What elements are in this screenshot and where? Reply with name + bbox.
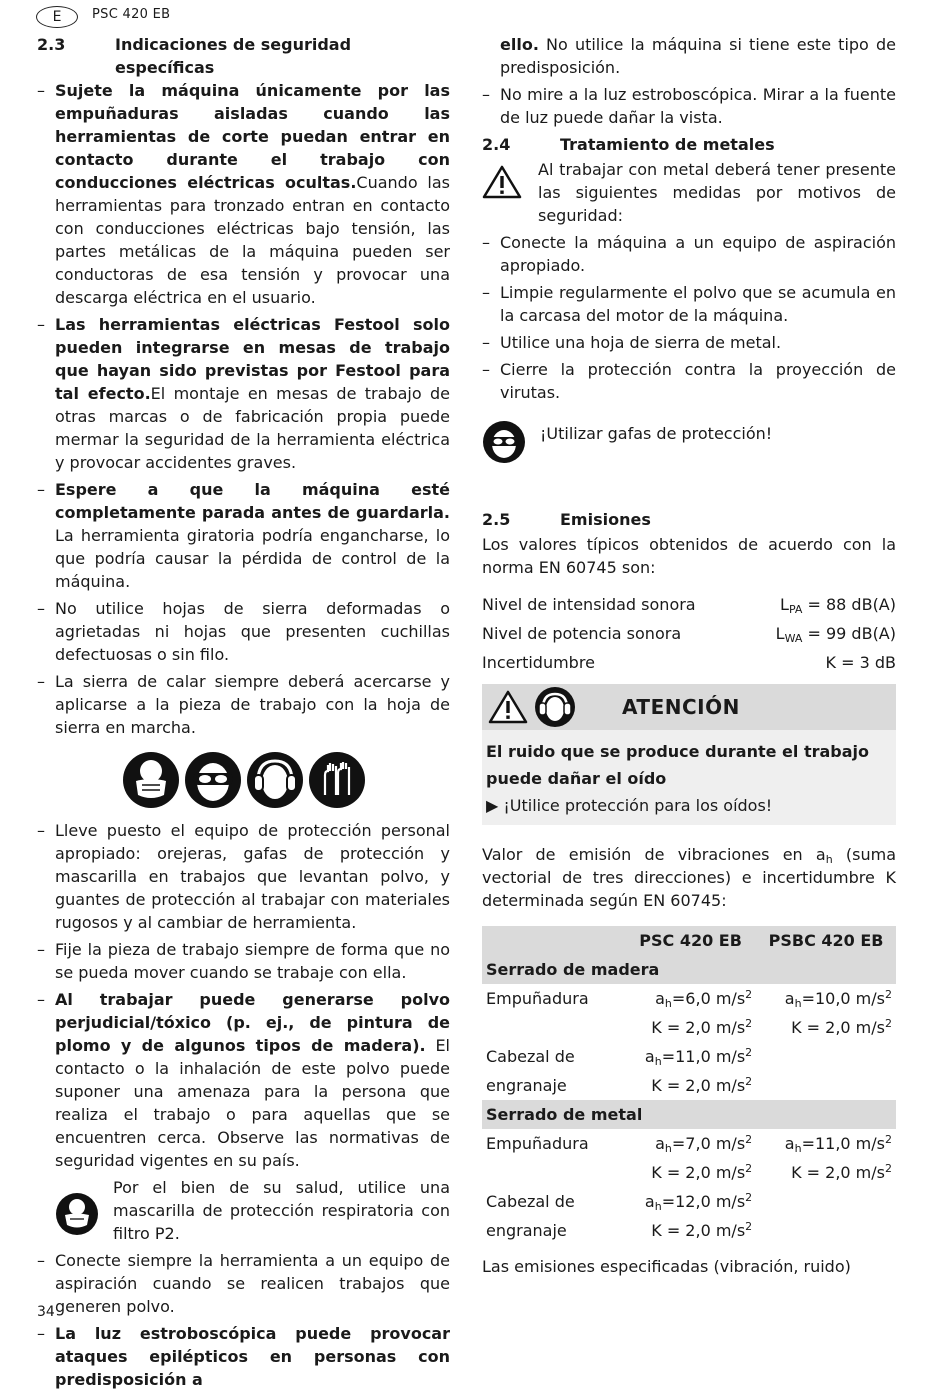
list-item: – Sujete la máquina únicamente por las empuñaduras aisladas cuando las herramientas de corte puedan entrar en contacto durante el trabajo con conducciones eléctricas ocultas.Cuando las herramientas para tronzado entran en contacto con conducciones eléctricas bajo tensión, las partes metálicas de la máquina pueden ser conductoras de esa tensión y provocar una descarga eléctrica en el usuario. [37,81,450,307]
attention-body: El ruido que se produce durante el trabajo puede dañar el oído ▶ ¡Utilice protección para los oídos! [482,730,896,825]
closing-text: Las emisiones especificadas (vibración, ruido) [482,1257,851,1276]
warning-triangle-icon [488,689,528,725]
emissions-intro: Los valores típicos obtenidos de acuerdo con la norma EN 60745 son: [482,535,896,577]
list-item: – No mire a la luz estroboscópica. Mirar a la fuente de luz puede dañar la vista. [482,85,896,127]
list-item: – Conecte siempre la herramienta a un equipo de aspiración cuando se realicen trabajos que generen polvo. [37,1251,450,1316]
respirator-note: Por el bien de su salud, utilice una mascarilla de protección respiratoria con filtro P2. [55,1176,450,1245]
list-item: – Limpie regularmente el polvo que se acumula en la carcasa del motor de la máquina. [482,283,896,325]
list-item: – No utilice hojas de sierra deformadas o agrietadas ni hojas que presenten cuchillas defectuosas o sin filo. [37,599,450,664]
list-item: – Utilice una hoja de sierra de metal. [482,333,782,352]
list-item: – La luz estroboscópica puede provocar ataques epilépticos en personas con predisposición a [37,1324,450,1389]
attention-header [482,684,896,730]
model-name: PSC 420 EB [92,7,171,22]
emission-row: Nivel de potencia sonora $L_{WA} = 99$ dB(A) [482,624,896,645]
language-badge: E [36,6,78,28]
emission-row: Incertidumbre K = 3 dB [482,653,896,672]
emission-row: Nivel de intensidad sonora $L_{PA} = 88$ dB(A) [482,595,896,616]
section-heading-2-5: 2.5 Emisiones [482,510,651,529]
protective-gloves-icon [308,751,366,809]
table-row: Empuñadura $a_h=7,0$ $m/s^2$ K = 2,0 $m/s^2$ $a_h=11,0$ $m/s^2$ K = 2,0 $m/s^2$ [486,1133,892,1182]
list-item: – Cierre la protección contra la proyección de virutas. [482,360,896,402]
table-row: Cabezal de engranaje $a_h=11,0$ $m/s^2$ K = 2,0 $m/s^2$ [486,1046,753,1095]
left-column [37,33,450,1395]
ear-protection-icon [246,751,304,809]
list-item: – Conecte la máquina a un equipo de aspiración apropiado. [482,233,896,275]
metal-warning-intro: Al trabajar con metal deberá tener presente las siguientes medidas por motivos de seguridad: [482,158,896,227]
continued-text: ello. No utilice la máquina si tiene este tipo de predisposición. [500,35,896,77]
table-group-row: Serrado de madera [482,955,896,984]
safety-goggles-icon [184,751,242,809]
attention-title: ATENCIÓN [622,695,740,719]
list-item: – Lleve puesto el equipo de protección personal apropiado: orejeras, gafas de protección y mascarilla en trabajos que levantan polvo, y guantes de protección al trabajar con materiales rugosos y al cambiar de herramienta. [37,821,450,932]
table-row: Empuñadura $a_h=6,0$ $m/s^2$ K = 2,0 $m/s^2$ $a_h=10,0$ $m/s^2$ K = 2,0 $m/s^2$ [486,988,892,1037]
vibration-table [482,926,896,1245]
dust-mask-icon [122,751,180,809]
respirator-mask-icon [55,1192,99,1236]
right-column [482,33,896,1278]
safety-goggles-icon [482,420,526,464]
table-row: Cabezal de engranaje $a_h=12,0$ $m/s^2$ K = 2,0 $m/s^2$ [486,1191,753,1240]
section-heading-2-4: 2.4 Tratamiento de metales [482,135,775,154]
table-header-row: PSC 420 EB PSBC 420 EB [482,926,896,955]
list-item: – Fije la pieza de trabajo siempre de forma que no se pueda mover cuando se trabaje con ella. [37,940,450,982]
goggles-note: ¡Utilizar gafas de protección! [482,420,896,468]
vibration-intro: Valor de emisión de vibraciones en $a_h$ (suma vectorial de tres direcciones) e incertidumbre K determinada según EN 60745: [482,845,896,910]
list-item: – Las herramientas eléctricas Festool solo pueden integrarse en mesas de trabajo que hayan sido previstas por Festool para tal efecto.El montaje en mesas de trabajo de otras marcas o de fabricación propia puede mermar la seguridad de la herramienta eléctrica y provocar accidentes graves. [37,315,450,472]
list-item: – Al trabajar puede generarse polvo perjudicial/tóxico (p. ej., de pintura de plomo y de algunos tipos de madera). El contacto o la inhalación de este polvo puede suponer una amenaza para la persona que realiza el trabajo o para aquellas que se encuentren cerca. Observe las normativas de seguridad vigentes en su país. [37,990,450,1170]
section-heading-2-3: 2.3 Indicaciones de seguridad específicas [37,35,352,77]
list-item: – Espere a que la máquina esté completamente parada antes de guardarla. La herramienta giratoria podría engancharse, lo que podría causar la pérdida de control de la máquina. [37,480,450,591]
ear-protection-icon [534,686,576,728]
ppe-icons [37,751,450,809]
page-number: 34 [37,1304,55,1320]
warning-triangle-icon [482,164,522,200]
table-group-row: Serrado de metal [482,1100,896,1129]
list-item: – La sierra de calar siempre deberá acercarse y aplicarse a la pieza de trabajo con la hoja de sierra en marcha. [37,672,450,737]
